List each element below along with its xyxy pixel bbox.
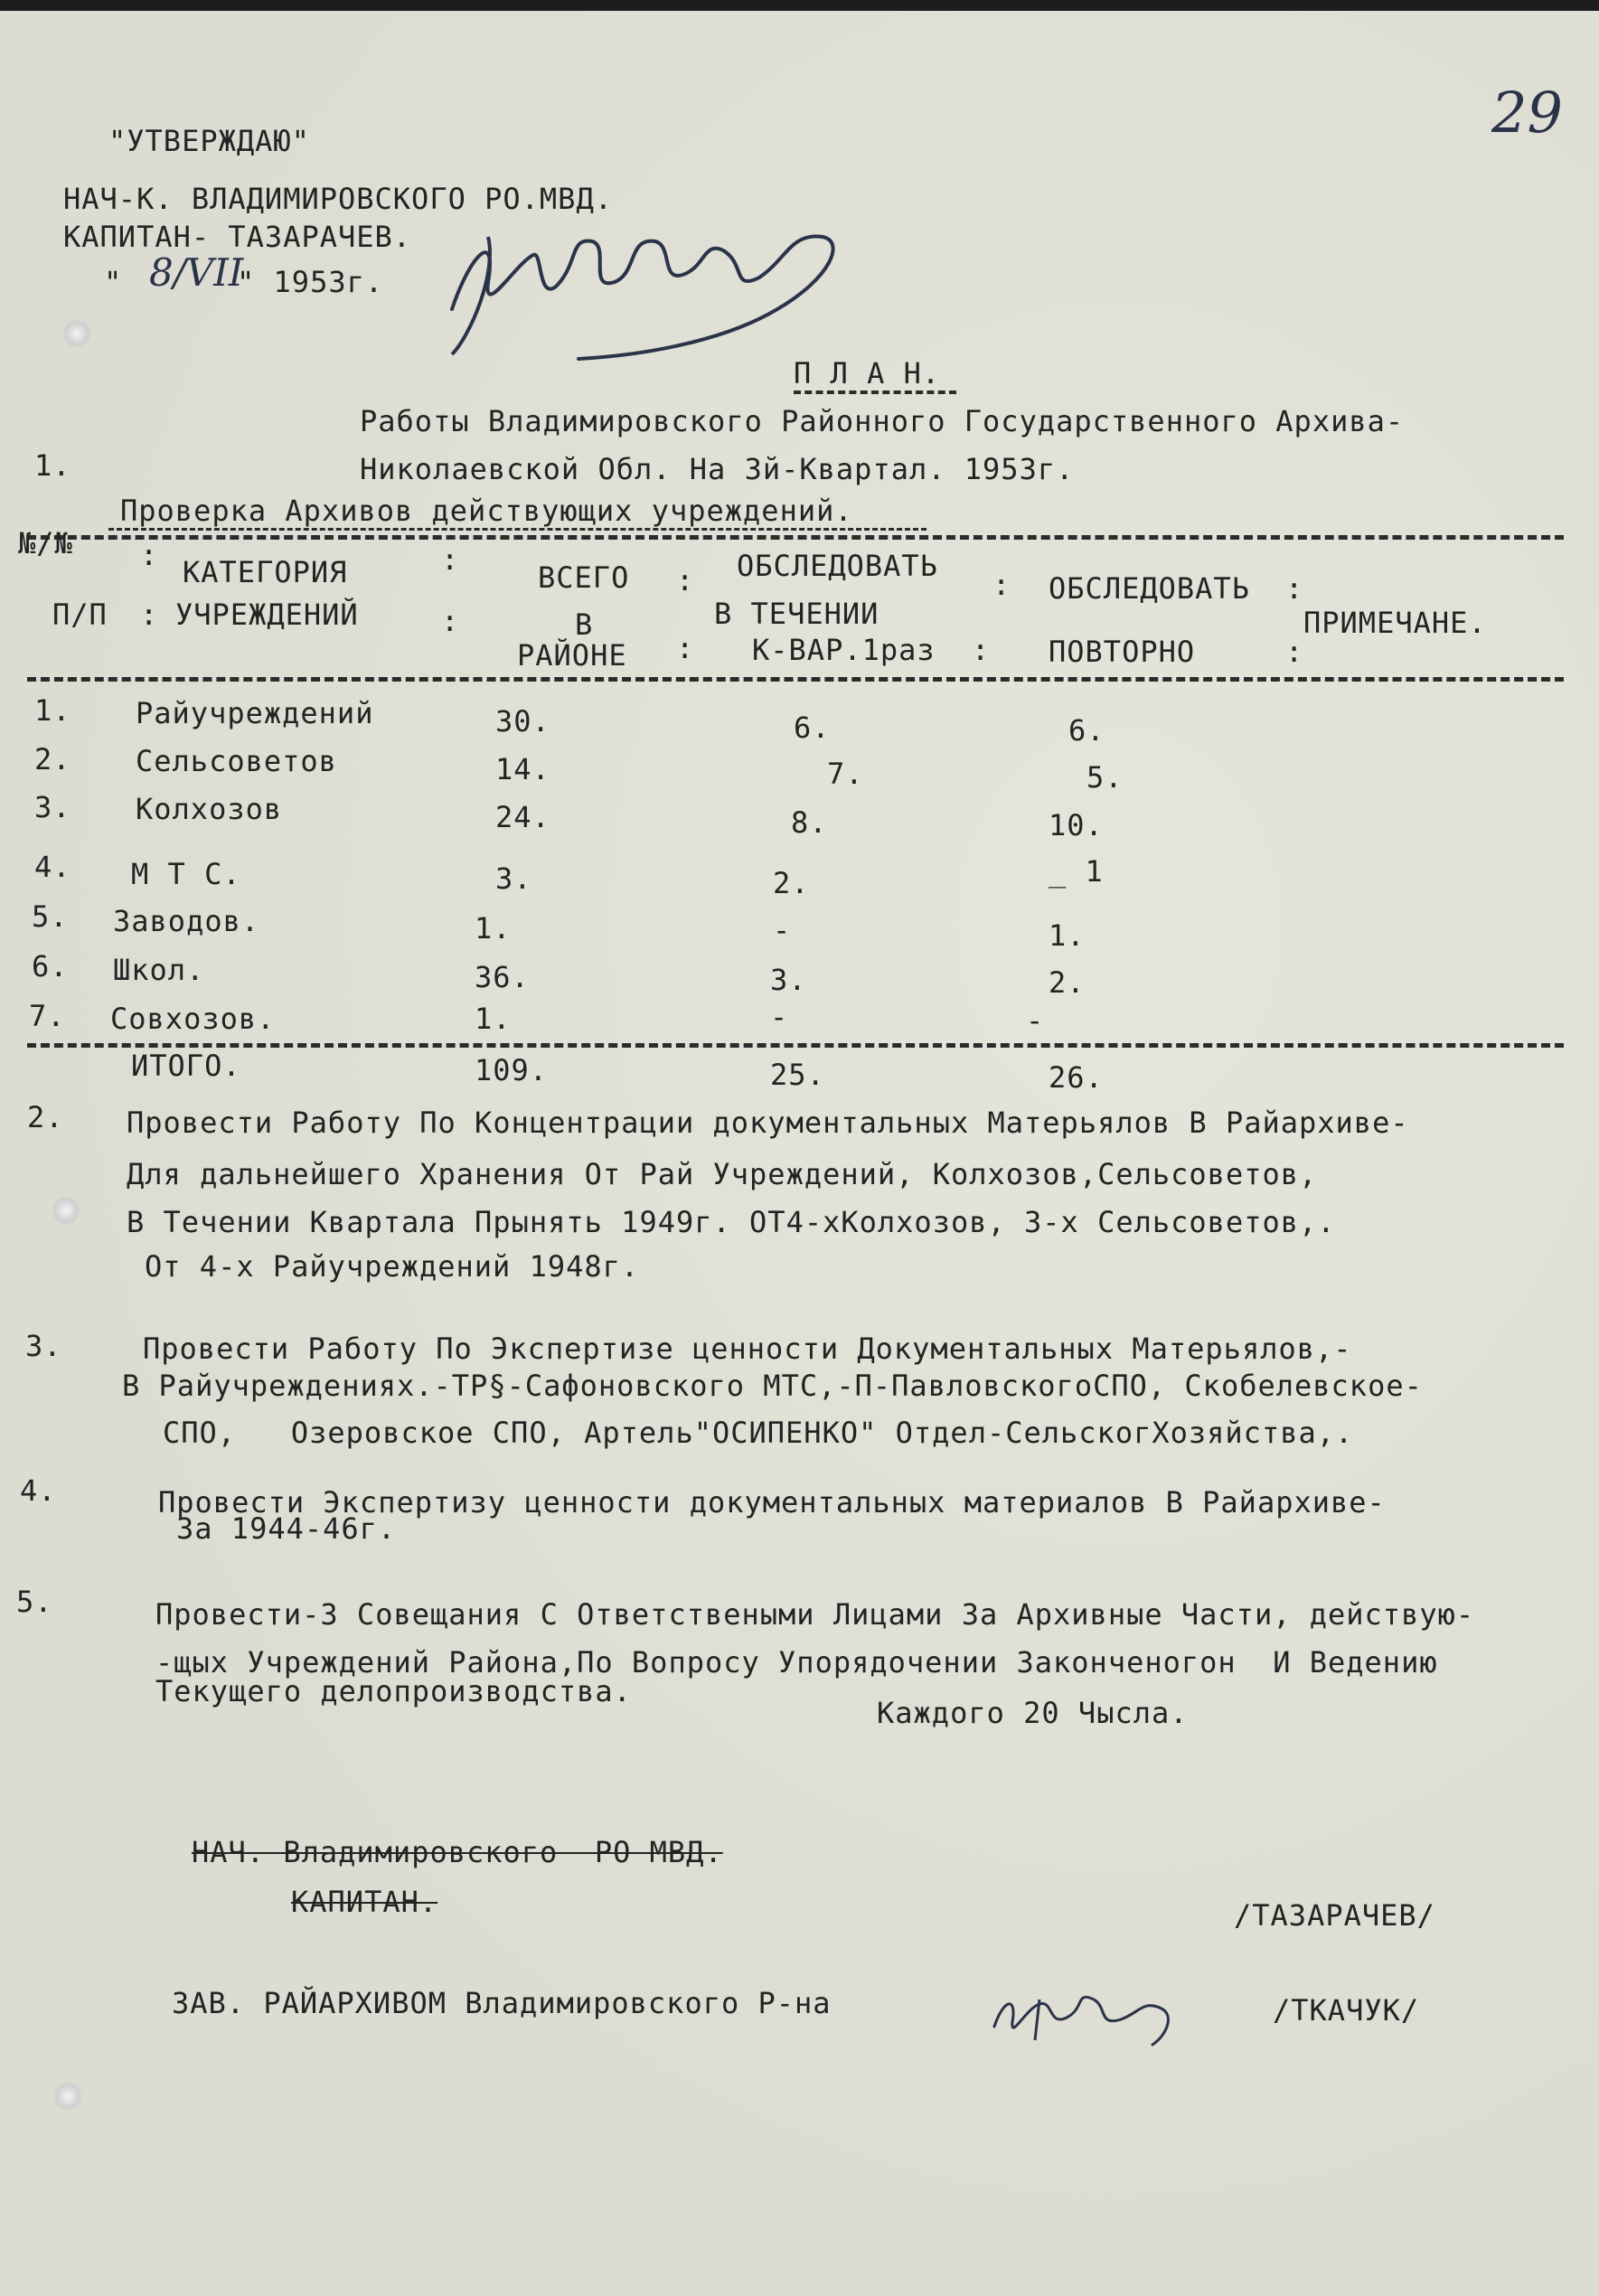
header-sep: : bbox=[676, 631, 695, 665]
item-line: СПО, Озеровское СПО, Артель"ОСИПЕНКО" Отдел-СельскогХозяйства,. bbox=[163, 1416, 1354, 1450]
table-top-rule bbox=[27, 535, 1564, 540]
row-number: 2. bbox=[34, 742, 71, 776]
archive-head-signature bbox=[985, 1972, 1184, 2063]
row-number: 6. bbox=[32, 949, 69, 983]
row-quarter: 6. bbox=[794, 710, 831, 745]
approval-date-prefix: " bbox=[104, 265, 123, 299]
archive-head-title: ЗАВ. РАЙАРХИВОМ Владимировского Р-на bbox=[172, 1986, 832, 2020]
row-quarter: - bbox=[773, 913, 792, 947]
row-number: 5. bbox=[32, 899, 69, 934]
plan-subtitle-2: Николаевской Обл. На 3й-Квартал. 1953г. bbox=[360, 452, 1075, 486]
header-sep: : bbox=[140, 598, 159, 632]
row-category: Колхозов bbox=[136, 792, 283, 826]
header-sep: : bbox=[441, 542, 460, 577]
approval-title: "УТВЕРЖДАЮ" bbox=[108, 124, 310, 158]
item-line: -щых Учреждений Района,По Вопросу Упорядочении Законченогон И Ведению bbox=[155, 1645, 1438, 1680]
header-total-3: РАЙОНЕ bbox=[517, 638, 627, 673]
header-category-2: УЧРЕЖДЕНИЙ bbox=[175, 598, 359, 632]
total-repeat: 26. bbox=[1049, 1060, 1104, 1095]
document-page bbox=[0, 11, 1599, 2296]
row-quarter: 3. bbox=[770, 963, 807, 997]
approval-line-2: КАПИТАН- ТАЗАРАЧЕВ. bbox=[63, 220, 412, 254]
header-sep: : bbox=[676, 563, 695, 598]
row-number: 1. bbox=[34, 693, 71, 728]
header-sep: : bbox=[992, 568, 1011, 602]
plan-title: П Л А Н. bbox=[794, 356, 941, 391]
item-line: Провести Экспертизу ценности документальных материалов В Райархиве- bbox=[158, 1485, 1386, 1520]
row-quarter: - bbox=[770, 1000, 789, 1034]
item-line: Текущего делопроизводства. bbox=[155, 1674, 632, 1708]
header-num-1: №/№ bbox=[18, 526, 73, 560]
row-repeat: 10. bbox=[1049, 808, 1104, 842]
section-1-title: Проверка Архивов действующих учреждений. bbox=[120, 494, 853, 528]
approval-line-1: НАЧ-К. ВЛАДИМИРОВСКОГО РО.МВД. bbox=[63, 182, 613, 216]
plan-title-underline bbox=[794, 391, 956, 394]
total-total: 109. bbox=[475, 1053, 549, 1087]
row-quarter: 8. bbox=[791, 805, 828, 840]
header-quarter-2: В ТЕЧЕНИИ bbox=[714, 597, 879, 631]
total-quarter: 25. bbox=[770, 1058, 825, 1092]
item-number: 5. bbox=[16, 1585, 53, 1619]
row-total: 3. bbox=[495, 861, 532, 896]
chief-rank: КАПИТАН. bbox=[291, 1885, 438, 1919]
row-repeat: 5. bbox=[1086, 760, 1124, 795]
item-line: Провести Работу По Экспертизе ценности Документальных Матерьялов,- bbox=[143, 1331, 1352, 1366]
row-category: Райучреждений bbox=[136, 696, 374, 730]
header-sep: : bbox=[441, 604, 460, 638]
row-category: М Т С. bbox=[131, 857, 241, 891]
page-number: 29 bbox=[1491, 80, 1563, 146]
item-number: 3. bbox=[25, 1329, 62, 1363]
chief-title: НАЧ. Владимировского РО МВД. bbox=[192, 1835, 723, 1869]
row-repeat: 6. bbox=[1068, 713, 1105, 748]
header-bottom-rule bbox=[27, 677, 1564, 682]
header-notes: ПРИМЕЧАНЕ. bbox=[1303, 606, 1487, 640]
item-line: За 1944-46г. bbox=[176, 1511, 397, 1546]
header-repeat-1: ОБСЛЕДОВАТЬ bbox=[1049, 571, 1250, 606]
header-sep: : bbox=[1285, 571, 1304, 606]
punch-hole bbox=[52, 1195, 80, 1226]
item-number: 4. bbox=[20, 1473, 57, 1508]
item-line: Для дальнейшего Хранения От Рай Учреждений, Колхозов,Сельсоветов, bbox=[127, 1157, 1318, 1191]
header-num-2: П/П bbox=[52, 598, 108, 632]
header-sep: : bbox=[140, 538, 159, 572]
item-line: Провести-3 Совещания С Ответствеными Лицами За Архивные Части, действую- bbox=[155, 1597, 1475, 1632]
row-repeat: 1. bbox=[1049, 918, 1086, 953]
row-category: Сельсоветов bbox=[136, 744, 337, 778]
row-quarter: 2. bbox=[773, 866, 810, 900]
row-number: 3. bbox=[34, 790, 71, 824]
item-line: В Течении Квартала Прынять 1949г. ОТ4-хКолхозов, 3-х Сельсоветов,. bbox=[127, 1205, 1336, 1239]
archive-head-name: /ТКАЧУК/ bbox=[1273, 1993, 1420, 2028]
header-sep: : bbox=[1285, 635, 1304, 669]
row-total: 1. bbox=[475, 911, 512, 946]
header-sep: : bbox=[972, 633, 991, 667]
header-total-1: ВСЕГО bbox=[538, 560, 630, 595]
item-line: В Райучреждениях.-ТР§-Сафоновского МТС,-П-ПавловскогоСПО, Скобелевское- bbox=[122, 1369, 1423, 1403]
row-repeat: 2. bbox=[1049, 965, 1086, 1000]
section-1-underline bbox=[108, 528, 926, 531]
approval-date-suffix: " 1953г. bbox=[237, 265, 384, 299]
item-number: 2. bbox=[27, 1100, 64, 1134]
row-total: 24. bbox=[495, 800, 550, 834]
row-category: Школ. bbox=[113, 953, 205, 987]
row-repeat: - bbox=[1026, 1003, 1045, 1038]
header-category-1: КАТЕГОРИЯ bbox=[183, 555, 348, 589]
row-repeat: _ 1 bbox=[1049, 854, 1104, 889]
row-category: Совхозов. bbox=[110, 1002, 276, 1036]
approval-signature bbox=[434, 201, 859, 363]
header-repeat-2: ПОВТОРНО bbox=[1049, 635, 1196, 669]
row-total: 14. bbox=[495, 752, 550, 786]
header-total-2: В bbox=[575, 607, 594, 642]
row-quarter: 7. bbox=[827, 757, 864, 791]
header-quarter-3: К-ВАР.1раз bbox=[752, 633, 936, 667]
row-category: Заводов. bbox=[113, 904, 260, 938]
approval-date-handwritten: 8/VII bbox=[149, 250, 244, 295]
punch-hole bbox=[63, 318, 90, 349]
row-number: 7. bbox=[29, 999, 66, 1033]
item-line: Провести Работу По Концентрации документальных Матерьялов В Райархиве- bbox=[127, 1106, 1409, 1140]
plan-subtitle-1: Работы Владимировского Районного Государственного Архива- bbox=[360, 404, 1405, 438]
row-total: 36. bbox=[475, 960, 530, 994]
section-1-number: 1. bbox=[34, 448, 71, 483]
row-total: 30. bbox=[495, 704, 550, 739]
total-rule bbox=[27, 1043, 1564, 1048]
chief-name: /ТАЗАРАЧЕВ/ bbox=[1234, 1898, 1435, 1933]
total-label: ИТОГО. bbox=[131, 1049, 241, 1083]
punch-hole bbox=[54, 2081, 81, 2112]
item-line: От 4-х Райучреждений 1948г. bbox=[145, 1249, 640, 1284]
header-quarter-1: ОБСЛЕДОВАТЬ bbox=[737, 549, 938, 583]
row-total: 1. bbox=[475, 1002, 512, 1036]
item-line: Каждого 20 Чысла. bbox=[877, 1696, 1189, 1730]
row-number: 4. bbox=[34, 850, 71, 884]
